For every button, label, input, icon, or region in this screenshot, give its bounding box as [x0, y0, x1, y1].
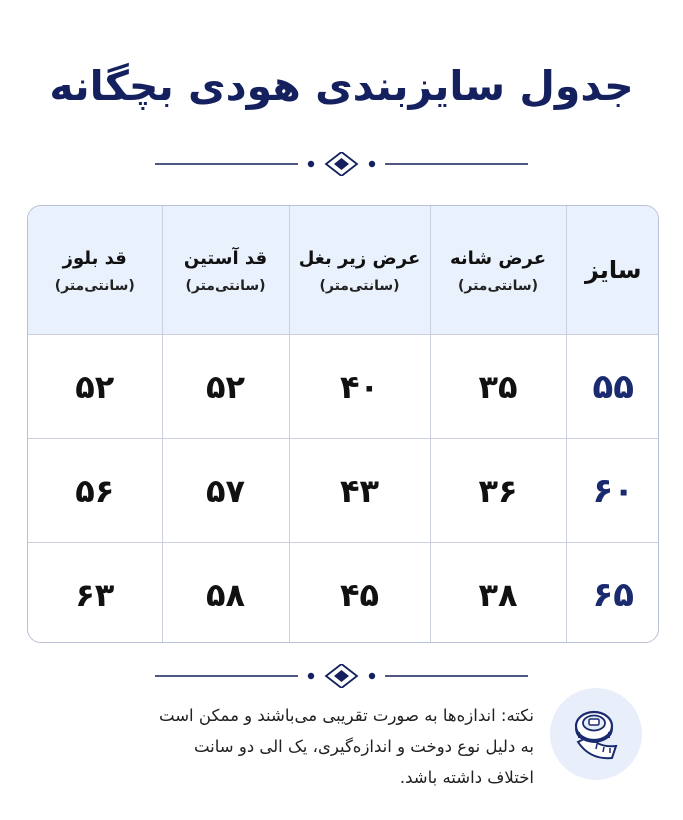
chest-cell: [289, 543, 430, 644]
length-cell: [28, 439, 162, 543]
header-sleeve-length: [162, 206, 289, 335]
shoulder-cell: [430, 543, 566, 644]
note-text: [36, 700, 534, 793]
measuring-tape-icon: [550, 688, 642, 780]
size-cell: [566, 439, 659, 543]
length-cell: [28, 543, 162, 644]
chest-value: ۴۳: [339, 471, 380, 510]
header-label: عرض زیر بغل: [298, 248, 421, 269]
size-cell: [566, 335, 659, 439]
ornament-divider-top: [0, 152, 683, 176]
note-line: به دلیل نوع دوخت و اندازه‌گیری، یک الی دو سانت: [193, 737, 534, 756]
chest-cell: [289, 439, 430, 543]
length-cell: [28, 335, 162, 439]
sleeve-cell: [162, 335, 289, 439]
size-cell: [566, 543, 659, 644]
header-shoulder-width: [430, 206, 566, 335]
note-line: اختلاف داشته باشد.: [399, 768, 534, 787]
header-size-label: سایز: [584, 256, 642, 284]
ornament-divider-bottom: [0, 664, 683, 688]
length-value: ۵۲: [75, 367, 115, 406]
page-title: جدول سایزبندی هودی بچگانه: [49, 62, 634, 110]
shoulder-cell: [430, 439, 566, 543]
shoulder-value: ۳۸: [478, 575, 518, 614]
chest-cell: [289, 335, 430, 439]
shoulder-value: ۳۵: [478, 367, 518, 406]
note-line: نکته: اندازه‌ها به صورت تقریبی می‌باشند و ممکن است: [159, 706, 534, 725]
shoulder-value: ۳۶: [478, 471, 518, 510]
table-row: [28, 439, 659, 543]
table-header-row: [28, 206, 659, 335]
size-value: ۶۰: [592, 470, 634, 511]
chest-value: ۴۰: [339, 367, 380, 406]
header-top-length: [28, 206, 162, 335]
sleeve-cell: [162, 439, 289, 543]
length-value: ۵۶: [75, 471, 115, 510]
header-unit: (سانتی‌متر): [457, 278, 539, 294]
sleeve-value: ۵۸: [205, 575, 246, 614]
sleeve-value: ۵۷: [205, 471, 246, 510]
length-value: ۶۳: [75, 575, 115, 614]
table-row: [28, 543, 659, 644]
header-unit: (سانتی‌متر): [185, 278, 266, 294]
size-value: ۶۵: [592, 574, 634, 615]
header-unit: (سانتی‌متر): [54, 278, 135, 294]
size-value: ۵۵: [592, 366, 634, 407]
size-table-card: [27, 205, 659, 643]
sleeve-cell: [162, 543, 289, 644]
header-label: قد بلوز: [62, 248, 127, 269]
header-label: عرض شانه: [449, 248, 547, 269]
header-label: قد آستین: [183, 248, 268, 269]
header-chest-width: [289, 206, 430, 335]
size-table: [28, 206, 659, 643]
header-size: [566, 206, 659, 335]
table-row: [28, 335, 659, 439]
header-unit: (سانتی‌متر): [319, 278, 400, 294]
sleeve-value: ۵۲: [205, 367, 246, 406]
chest-value: ۴۵: [339, 575, 380, 614]
shoulder-cell: [430, 335, 566, 439]
